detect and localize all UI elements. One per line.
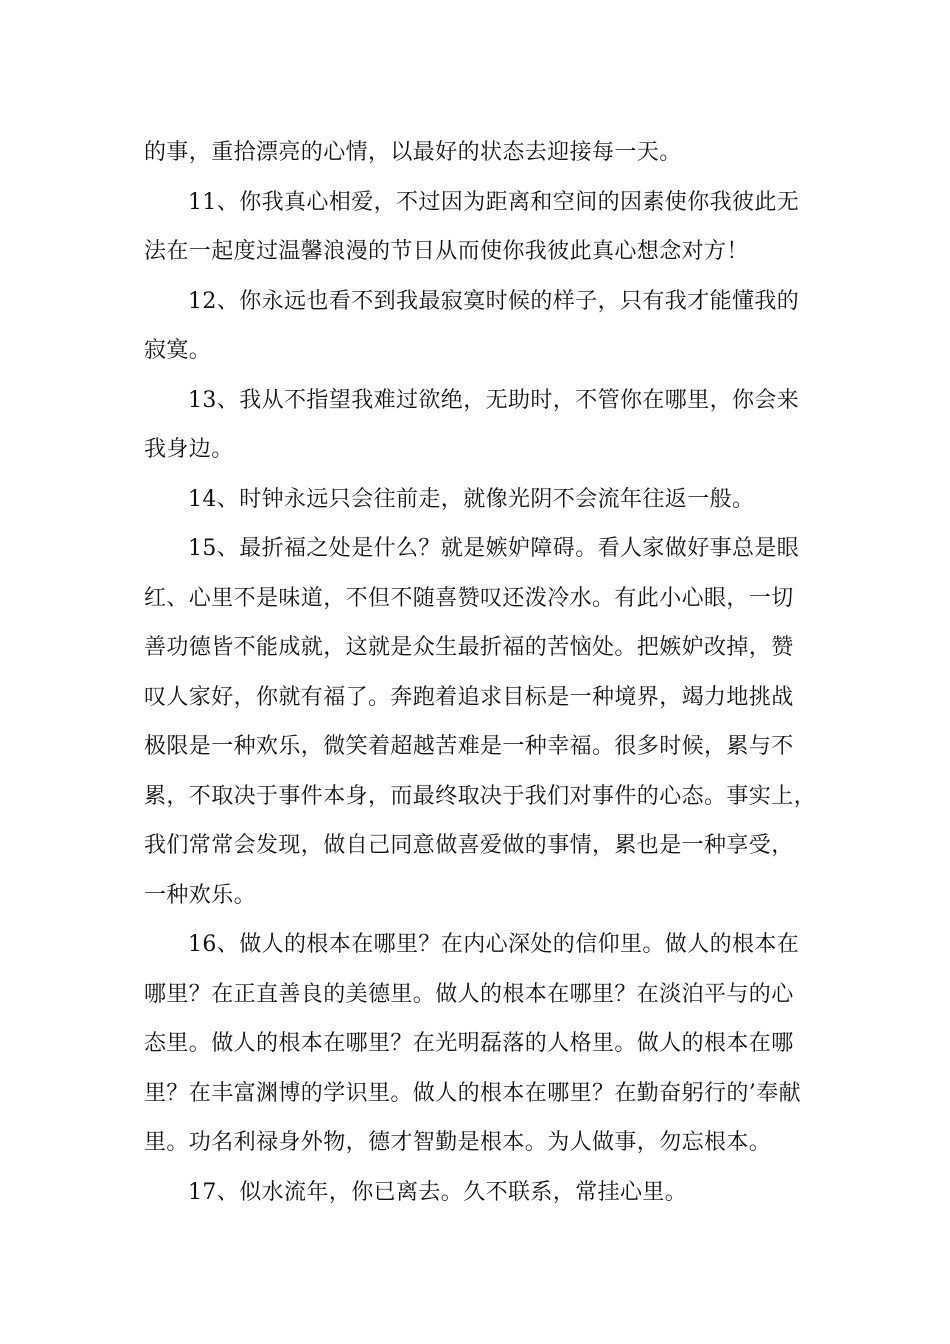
paragraph-12 — [144, 277, 824, 376]
text-line: 15、最折福之处是什么？就是嫉妒障碍。看人家做好事总是眼 — [188, 536, 800, 561]
text-line: 我身边。 — [144, 437, 234, 462]
text-line: 的事，重拾漂亮的心情，以最好的状态去迎接每一天。 — [144, 140, 682, 165]
document-body — [144, 128, 824, 1217]
paragraph-16 — [144, 920, 824, 1168]
text-line: 叹人家好，你就有福了。奔跑着追求目标是一种境界，竭力地挑战 — [144, 684, 794, 710]
text-line: 态里。做人的根本在哪里？在光明磊落的人格里。做人的根本在哪 — [144, 1031, 794, 1056]
text-line: 11、你我真心相爱，不过因为距离和空间的因素使你我彼此无 — [188, 189, 800, 215]
text-line: 红、心里不是味道，不但不随喜赞叹还泼冷水。有此小心眼，一切 — [144, 585, 794, 611]
text-line: 12、你永远也看不到我最寂寞时候的样子，只有我才能懂我的 — [188, 288, 800, 314]
text-line: 寂寞。 — [144, 338, 212, 363]
text-line: 里。功名利禄身外物，德才智勤是根本。为人做事，勿忘根本。 — [144, 1130, 772, 1155]
text-line: 里？在丰富渊博的学识里。做人的根本在哪里？在勤奋躬行的’奉献 — [144, 1080, 801, 1106]
text-line: 16、做人的根本在哪里？在内心深处的信仰里。做人的根本在 — [188, 932, 800, 957]
text-line: 法在一起度过温馨浪漫的节日从而使你我彼此真心想念对方！ — [144, 239, 749, 264]
paragraph-14 — [144, 475, 824, 525]
paragraph-13 — [144, 376, 824, 475]
text-line: 善功德皆不能成就，这就是众生最折福的苦恼处。把嫉妒改掉，赞 — [144, 635, 794, 660]
paragraph-11 — [144, 178, 824, 277]
text-line: 我们常常会发现，做自己同意做喜爱做的事情，累也是一种享受， — [144, 833, 794, 858]
paragraph-continuation — [144, 128, 824, 178]
text-line: 累，不取决于事件本身，而最终取决于我们对事件的心态。事实上， — [144, 783, 817, 809]
paragraph-17 — [144, 1168, 824, 1218]
text-line: 极限是一种欢乐，微笑着超越苦难是一种幸福。很多时候，累与不 — [144, 734, 794, 759]
text-line: 13、我从不指望我难过欲绝，无助时，不管你在哪里，你会来 — [188, 387, 800, 413]
text-line: 17、似水流年，你已离去。久不联系，常挂心里。 — [188, 1179, 688, 1205]
text-line: 哪里？在正直善良的美德里。做人的根本在哪里？在淡泊平与的心 — [144, 981, 794, 1007]
text-line: 14、时钟永远只会往前走，就像光阴不会流年往返一般。 — [188, 486, 755, 512]
text-line: 一种欢乐。 — [144, 882, 257, 908]
paragraph-15 — [144, 524, 824, 920]
